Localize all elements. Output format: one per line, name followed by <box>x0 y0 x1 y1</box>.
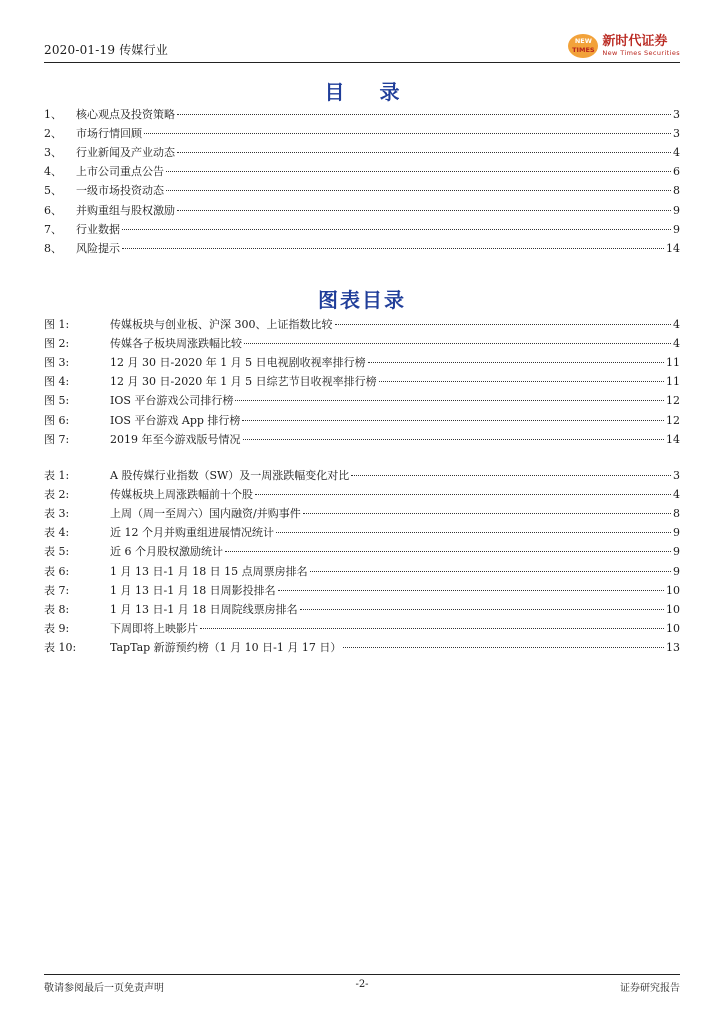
dot-leader <box>122 229 671 230</box>
entry-page-number: 4 <box>673 146 680 160</box>
dot-leader <box>166 190 671 191</box>
entry-number: 图 7: <box>44 432 70 446</box>
entry-label: 行业数据 <box>76 222 120 236</box>
entry-page-number: 10 <box>666 621 680 635</box>
toc-entry[interactable] <box>44 202 680 218</box>
entry-number: 3、 <box>44 146 62 160</box>
entry-label: 近 6 个月股权激励统计 <box>110 545 223 559</box>
entry-page-number: 8 <box>673 507 680 521</box>
table-entry[interactable] <box>44 563 680 579</box>
dot-leader <box>225 551 671 552</box>
table-entry[interactable] <box>44 524 680 540</box>
entry-number: 表 9: <box>44 621 70 635</box>
entry-number: 8、 <box>44 241 62 255</box>
entry-number: 图 6: <box>44 413 70 427</box>
dot-leader <box>335 324 672 325</box>
brand <box>568 34 680 58</box>
entry-number: 1、 <box>44 108 62 121</box>
entry-number: 表 7: <box>44 583 70 597</box>
toc-entry[interactable] <box>44 144 680 160</box>
toc-entry[interactable] <box>44 106 680 122</box>
entry-number: 图 4: <box>44 375 70 389</box>
table-entry[interactable] <box>44 505 680 521</box>
table-entry[interactable] <box>44 467 680 483</box>
entry-page-number: 11 <box>666 375 680 389</box>
entry-label: 上市公司重点公告 <box>76 165 164 179</box>
dot-leader <box>368 362 664 363</box>
dot-leader <box>235 400 664 401</box>
entry-label: 1 月 13 日-1 月 18 日周影投排名 <box>110 583 276 597</box>
dot-leader <box>276 532 671 533</box>
entry-label: 风险提示 <box>76 241 120 255</box>
entry-label: 12 月 30 日-2020 年 1 月 5 日综艺节目收视率排行榜 <box>110 375 377 389</box>
header-date-industry: 2020-01-19 传媒行业 <box>44 43 169 57</box>
dot-leader <box>300 609 664 610</box>
dot-leader <box>200 628 664 629</box>
entry-number: 2、 <box>44 127 62 141</box>
entry-page-number: 9 <box>673 545 680 559</box>
entry-page-number: 4 <box>673 318 680 331</box>
page-header <box>44 28 680 63</box>
entry-page-number: 11 <box>666 356 680 370</box>
toc-entry[interactable] <box>44 125 680 141</box>
toc-entry[interactable] <box>44 163 680 179</box>
toc-entry[interactable] <box>44 182 680 198</box>
entry-page-number: 12 <box>666 394 680 408</box>
figure-entry[interactable] <box>44 392 680 408</box>
chart-index-title: 图表目录 <box>318 288 406 312</box>
table-entry[interactable] <box>44 543 680 559</box>
entry-label: 并购重组与股权激励 <box>76 203 175 217</box>
dot-leader <box>244 343 671 344</box>
page-number: -2- <box>355 979 369 990</box>
entry-number: 图 3: <box>44 356 70 370</box>
entry-label: IOS 平台游戏公司排行榜 <box>110 394 234 408</box>
entry-number: 4、 <box>44 165 62 179</box>
entry-page-number: 10 <box>666 583 680 597</box>
entry-number: 表 6: <box>44 564 70 578</box>
entry-number: 表 4: <box>44 526 70 540</box>
entry-page-number: 6 <box>673 165 680 179</box>
dot-leader <box>243 439 665 440</box>
dot-leader <box>177 114 671 115</box>
dot-leader <box>343 647 664 648</box>
dot-leader <box>255 494 671 495</box>
entry-page-number: 8 <box>673 184 680 198</box>
brand-name-en: New Times Securities <box>602 49 680 58</box>
table-entry[interactable] <box>44 601 680 617</box>
dot-leader <box>242 420 664 421</box>
entry-label: 市场行情回顾 <box>76 127 142 141</box>
entry-number: 表 8: <box>44 602 70 616</box>
entry-label: 2019 年至今游戏版号情况 <box>110 432 241 446</box>
dot-leader <box>177 152 671 153</box>
entry-number: 表 10: <box>44 640 77 654</box>
entry-label: IOS 平台游戏 App 排行榜 <box>110 413 241 427</box>
entry-label: 1 月 13 日-1 月 18 日周院线票房排名 <box>110 602 298 616</box>
dot-leader <box>166 171 671 172</box>
entry-label: 传媒各子板块周涨跌幅比较 <box>110 337 242 351</box>
entry-number: 表 1: <box>44 469 70 482</box>
entry-label: A 股传媒行业指数（SW）及一周涨跌幅变化对比 <box>110 469 350 482</box>
entry-number: 表 2: <box>44 488 70 502</box>
entry-number: 6、 <box>44 203 62 217</box>
entry-page-number: 9 <box>673 203 680 217</box>
entry-label: 传媒板块上周涨跌幅前十个股 <box>110 488 253 502</box>
entry-label: 一级市场投资动态 <box>76 184 164 198</box>
toc-entry[interactable] <box>44 221 680 237</box>
footer-disclaimer: 敬请参阅最后一页免责声明 <box>44 983 164 994</box>
table-entry[interactable] <box>44 639 680 655</box>
entry-page-number: 9 <box>673 526 680 540</box>
figure-entry[interactable] <box>44 431 680 447</box>
table-entry[interactable] <box>44 620 680 636</box>
entry-label: 传媒板块与创业板、沪深 300、上证指数比较 <box>110 318 333 331</box>
entry-number: 图 1: <box>44 318 70 331</box>
brand-logo <box>568 34 598 58</box>
entry-number: 表 3: <box>44 507 70 521</box>
entry-label: 核心观点及投资策略 <box>76 108 175 121</box>
entry-page-number: 9 <box>673 564 680 578</box>
logo-text-new: NEW <box>574 37 592 45</box>
figure-entry[interactable] <box>44 373 680 389</box>
logo-text-times: TIMES <box>572 46 595 54</box>
entry-page-number: 13 <box>666 640 680 654</box>
figure-entry[interactable] <box>44 354 680 370</box>
entry-page-number: 3 <box>673 108 680 121</box>
footer-report-type: 证券研究报告 <box>620 983 680 994</box>
dot-leader <box>278 590 664 591</box>
brand-name-cn: 新时代证券 <box>602 33 668 49</box>
entry-page-number: 12 <box>666 413 680 427</box>
entry-label: 1 月 13 日-1 月 18 日 15 点周票房排名 <box>110 564 308 578</box>
entry-number: 表 5: <box>44 545 70 559</box>
table-entry[interactable] <box>44 582 680 598</box>
page-footer <box>44 974 680 994</box>
entry-page-number: 10 <box>666 602 680 616</box>
entry-number: 5、 <box>44 184 62 198</box>
entry-number: 图 5: <box>44 394 70 408</box>
toc-title: 目 录 <box>324 80 414 104</box>
entry-page-number: 3 <box>673 469 680 482</box>
dot-leader <box>303 513 671 514</box>
figure-entry[interactable] <box>44 335 680 351</box>
entry-label: 上周（周一至周六）国内融资/并购事件 <box>110 507 301 521</box>
entry-label: TapTap 新游预约榜（1 月 10 日-1 月 17 日） <box>110 640 342 654</box>
entry-page-number: 14 <box>666 432 680 446</box>
entry-number: 图 2: <box>44 337 70 351</box>
dot-leader <box>351 475 671 476</box>
entry-label: 近 12 个月并购重组进展情况统计 <box>110 526 274 540</box>
entry-page-number: 9 <box>673 222 680 236</box>
entry-page-number: 4 <box>673 488 680 502</box>
entry-page-number: 14 <box>666 241 680 255</box>
entry-label: 下周即将上映影片 <box>110 621 198 635</box>
figure-entry[interactable] <box>44 412 680 428</box>
dot-leader <box>144 133 671 134</box>
table-entry[interactable] <box>44 486 680 502</box>
entry-number: 7、 <box>44 222 62 236</box>
entry-label: 12 月 30 日-2020 年 1 月 5 日电视剧收视率排行榜 <box>110 356 366 370</box>
figure-entry[interactable] <box>44 316 680 332</box>
entry-page-number: 4 <box>673 337 680 351</box>
dot-leader <box>177 210 671 211</box>
toc-entry[interactable] <box>44 240 680 256</box>
entry-label: 行业新闻及产业动态 <box>76 146 175 160</box>
dot-leader <box>379 381 664 382</box>
dot-leader <box>122 248 664 249</box>
dot-leader <box>310 571 671 572</box>
entry-page-number: 3 <box>673 127 680 141</box>
